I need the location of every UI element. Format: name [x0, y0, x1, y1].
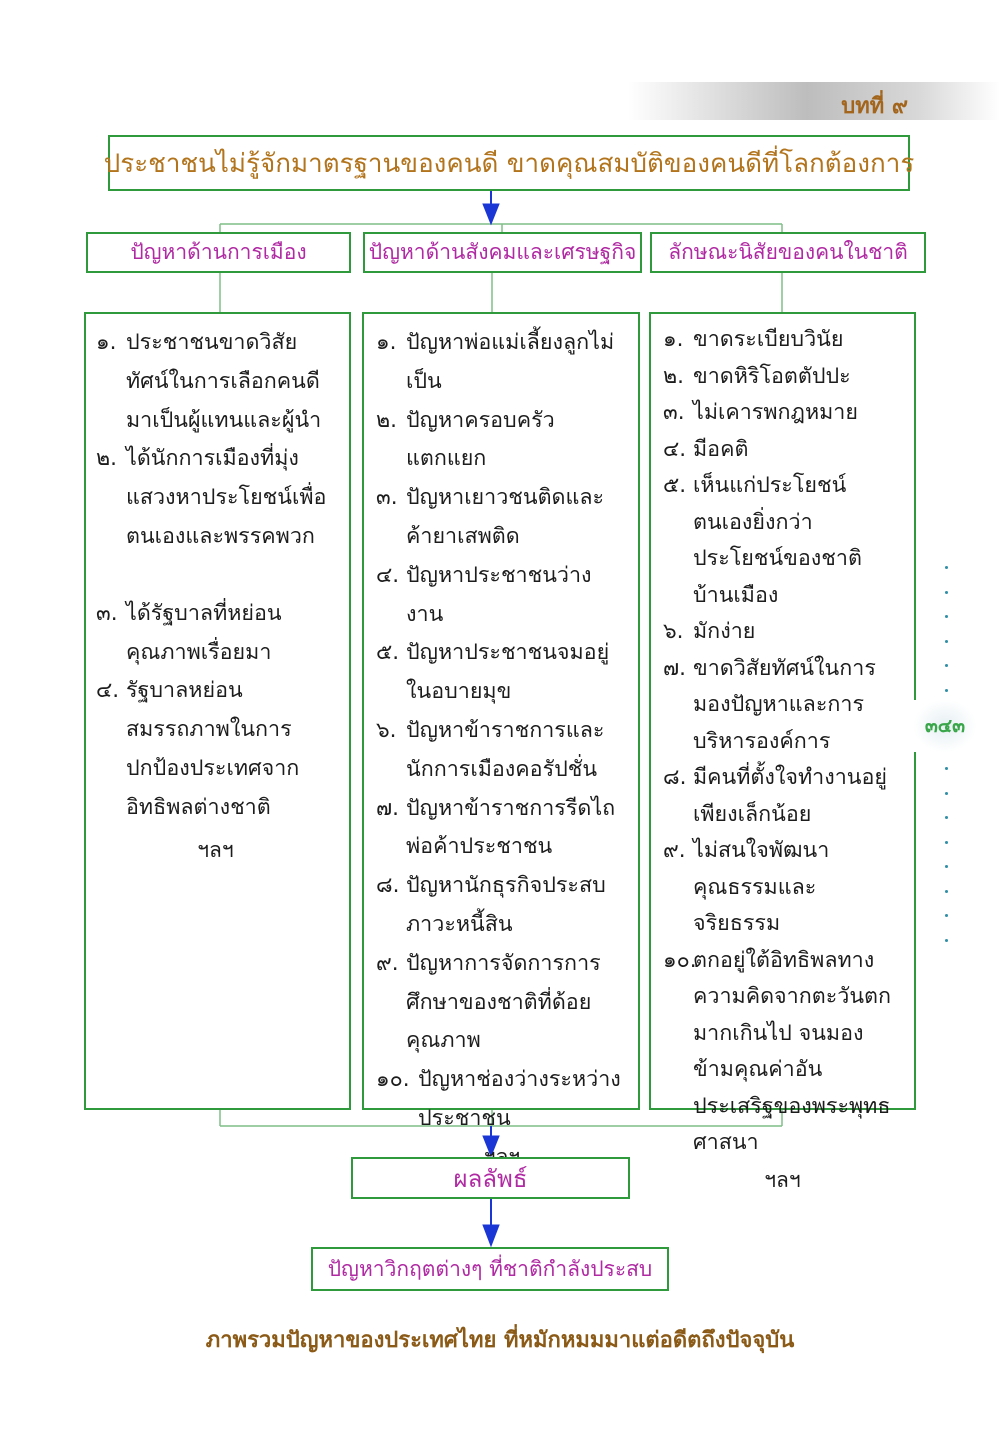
arrow-down-icon	[483, 204, 499, 224]
figure-caption: ภาพรวมปัญหาของประเทศไทย ที่หมักหมมมาแต่อดีตถึงปัจจุบัน	[205, 1327, 795, 1353]
list-item: ๓. ได้รัฐบาลที่หย่อนคุณภาพเรื่อยมา	[96, 600, 282, 665]
list-item: ๕. เห็นแก่ประโยชน์ตนเองยิ่งกว่าประโยชน์ของชาติบ้านเมือง	[663, 473, 862, 608]
list-item: ๑. ขาดระเบียบวินัย	[663, 327, 844, 352]
list-item: ๔. ปัญหาประชาชนว่างงาน	[376, 562, 592, 627]
list-item: ๔. มีอคติ	[663, 436, 749, 462]
result-box	[351, 1157, 630, 1199]
list-item: ๖. มักง่าย	[663, 619, 756, 644]
heading-national-character	[650, 232, 926, 273]
chapter-label: บทที่ ๙	[841, 93, 908, 119]
crisis-text: ปัญหาวิกฤตต่างๆ ที่ชาติกำลังประสบ	[327, 1256, 653, 1281]
list-item: ๑. ปัญหาพ่อแม่เลี้ยงลูกไม่เป็น	[376, 330, 615, 394]
national-character-box	[649, 312, 916, 1192]
politics-problems-box	[84, 312, 351, 1110]
heading-society-economy	[363, 232, 642, 273]
society-economy-problems-list	[376, 324, 628, 1139]
list-item: ๓. ไม่เคารพกฎหมาย	[663, 400, 858, 425]
page-number: ๓๔๓	[914, 700, 976, 752]
politics-problems-list	[96, 324, 335, 828]
root-problem-box	[103, 135, 915, 191]
list-item: ๑๐. ตกอยู่ใต้อิทธิพลทางความคิดจากตะวันตกมากเกินไป จนมองข้ามคุณค่าอันประเสริฐของพระพุทธศาสนา	[663, 947, 891, 1155]
list-item: ๖. ปัญหาข้าราชการและนักการเมืองคอรัปชั่น	[376, 717, 605, 782]
result-text: ผลลัพธ์	[453, 1164, 528, 1193]
list-item: ๑. ประชาชนขาดวิสัยทัศน์ในการเลือกคนดีมาเป็นผู้แทนและผู้นำ	[96, 330, 322, 433]
list-item: ๒. ปัญหาครอบครัวแตกแยก	[376, 407, 555, 472]
heading-national-character-text: ลักษณะนิสัยของคนในชาติ	[668, 240, 908, 264]
list-item: ๗. ปัญหาข้าราชการรีดไถพ่อค้าประชาชน	[376, 795, 616, 860]
heading-society-economy-text: ปัญหาด้านสังคมและเศรษฐกิจ	[368, 240, 637, 264]
heading-politics	[86, 232, 351, 273]
etc-label: ฯลฯ	[197, 837, 234, 862]
crisis-box	[311, 1247, 669, 1291]
margin-dots-top	[945, 566, 953, 713]
list-item: ๕. ปัญหาประชาชนจมอยู่ในอบายมุข	[376, 640, 610, 705]
list-item: ๗. ขาดวิสัยทัศน์ในการมองปัญหาและการบริหารองค์การ	[663, 655, 876, 754]
heading-politics-text: ปัญหาด้านการเมือง	[130, 240, 307, 264]
list-item: ๔. รัฐบาลหย่อนสมรรถภาพในการปกป้องประเทศจากอิทธิพลต่างชาติ	[96, 678, 300, 820]
society-economy-problems-box	[362, 312, 640, 1131]
list-item: ๙. ไม่สนใจพัฒนาคุณธรรมและจริยธรรม	[663, 838, 830, 936]
national-character-list	[663, 322, 902, 1162]
etc-label: ฯลฯ	[764, 1167, 801, 1192]
list-item: ๘. ปัญหานักธุรกิจประสบภาวะหนี้สิน	[376, 873, 606, 937]
list-item: ๘. มีคนที่ตั้งใจทำงานอยู่เพียงเล็กน้อย	[663, 765, 888, 827]
list-item: ๒. ได้นักการเมืองที่มุ่งแสวงหาประโยชน์เพื่อตนเองและพรรคพวก	[96, 446, 327, 549]
list-item: ๙. ปัญหาการจัดการการศึกษาของชาติที่ด้อยคุณภาพ	[376, 950, 601, 1054]
margin-dots-bottom	[945, 767, 953, 963]
list-item: ๒. ขาดหิริโอตตัปปะ	[663, 363, 851, 389]
arrow-down-icon	[483, 1225, 499, 1246]
list-item: ๑๐. ปัญหาช่องว่างระหว่างประชาชน	[376, 1067, 621, 1131]
list-item: ๓. ปัญหาเยาวชนติดและค้ายาเสพติด	[376, 485, 605, 549]
root-problem-text: ประชาชนไม่รู้จักมาตรฐานของคนดี ขาดคุณสมบัติของคนดีที่โลกต้องการ	[103, 148, 915, 179]
